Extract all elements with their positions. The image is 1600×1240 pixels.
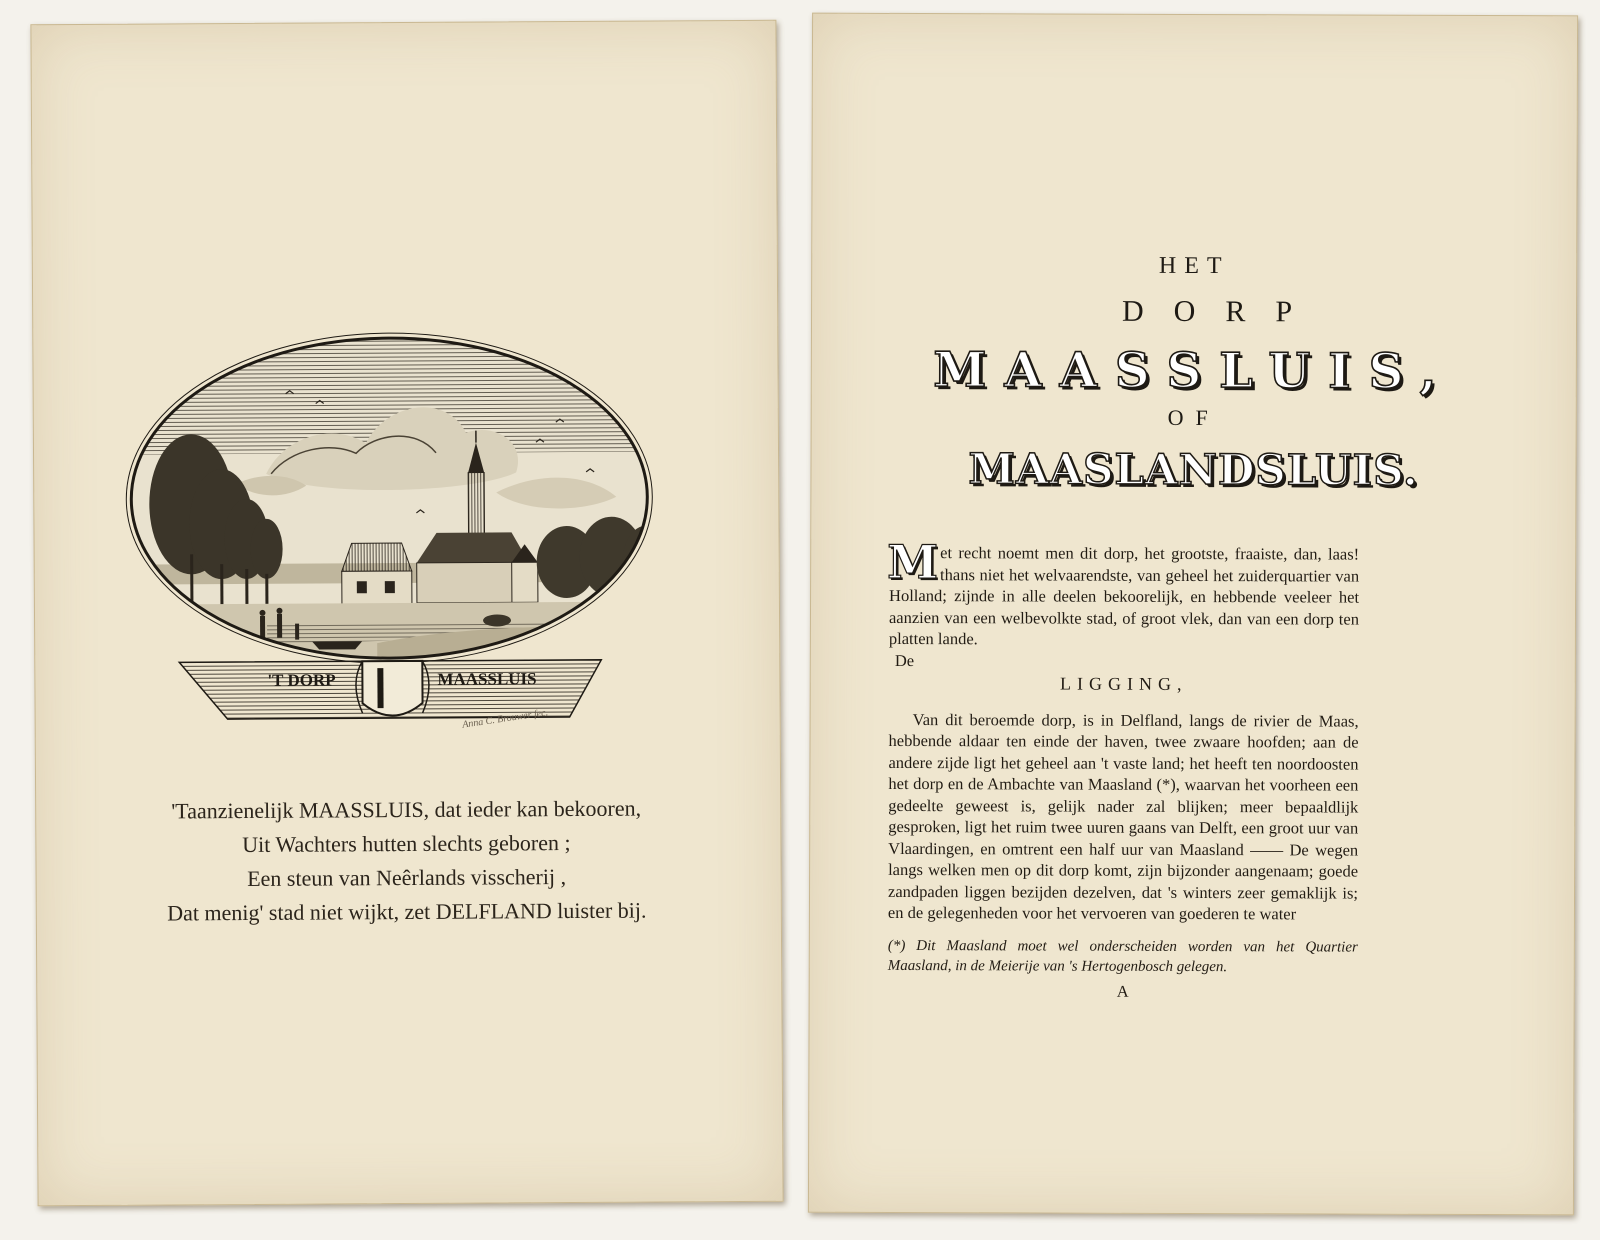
verse bbox=[76, 791, 737, 931]
title-dorp: DORP bbox=[1121, 294, 1323, 329]
section-heading: LIGGING, bbox=[1059, 673, 1188, 694]
title-het: HET bbox=[1158, 252, 1230, 280]
engraving-caption-right: MAASSLUIS bbox=[437, 669, 537, 689]
left-page bbox=[30, 20, 783, 1207]
engraver-signature: Anna C. Brouwer fec. bbox=[461, 707, 549, 731]
drop-cap: M bbox=[887, 534, 939, 590]
right-page bbox=[808, 13, 1578, 1216]
intro-paragraph bbox=[887, 534, 1360, 651]
engraving-maassluis bbox=[115, 321, 663, 734]
ligging-paragraph-text: Van dit beroemde dorp, is in Delfland, langs de rivier de Maas, hebbende aldaar ten einde der haven, twee zwaare hoofden; aan de andere zijde ligt het geheel aan 't vaste land; het heeft ten noordoosten het dorp en de Ambachte van Maasland (*), waarvan het voorheen een gedeelte geweest is, gelijk nader zal blijken; meer bepaaldlijk gesproken, ligt het ruim twee uuren gaans van Delft, een groot uur van Vlaardingen, en omtrent een half uur van Maasland —— De wegen langs welken men op dit dorp komt, zijn bijzonder aangenaam; goede zandpaden liggen bezijden dezelven, dat 's winters zeer gemaklijk is; en de gelegenheden voor het vervoeren van goederen te water bbox=[887, 709, 1359, 924]
body-text bbox=[887, 534, 1360, 1003]
title-of: OF bbox=[1167, 404, 1220, 431]
signature-mark: A bbox=[1116, 981, 1129, 1001]
verse-line-4: Dat menig' stad niet wijkt, zet DELFLAND luister bij. bbox=[167, 897, 647, 926]
title-maaslandsluis: MAASLANDSLUIS. bbox=[968, 444, 1419, 495]
footnote: (*) Dit Maasland moet wel onderscheiden worden van het Quartier Maasland, in de Meierije van 's Hertogenbosch gelegen. bbox=[887, 937, 1358, 975]
intro-paragraph-text: et recht noemt men dit dorp, het grootste, fraaiste, dan, laas! thans niet het welvaarendste, van geheel het zuiderquartier van Holland; zijnde in alle deelen bekoorelijk, en hebbende veeleer het aanzien van een welbevolkte stad, of groot vlek, dan van een dorp ten platten lande. bbox=[888, 543, 1360, 649]
verse-line-3: Een steun van Neêrlands visscherij , bbox=[247, 864, 567, 891]
verse-line-1: 'Taanzienelijk MAASSLUIS, dat ieder kan bekooren, bbox=[171, 795, 642, 824]
engraving-caption-left: 'T DORP bbox=[267, 670, 336, 690]
title-maassluis: MAASSLUIS, bbox=[933, 342, 1455, 400]
ligging-paragraph bbox=[888, 708, 1359, 925]
catchword: De bbox=[894, 650, 915, 670]
verse-line-2: Uit Wachters hutten slechts geboren ; bbox=[242, 830, 571, 858]
